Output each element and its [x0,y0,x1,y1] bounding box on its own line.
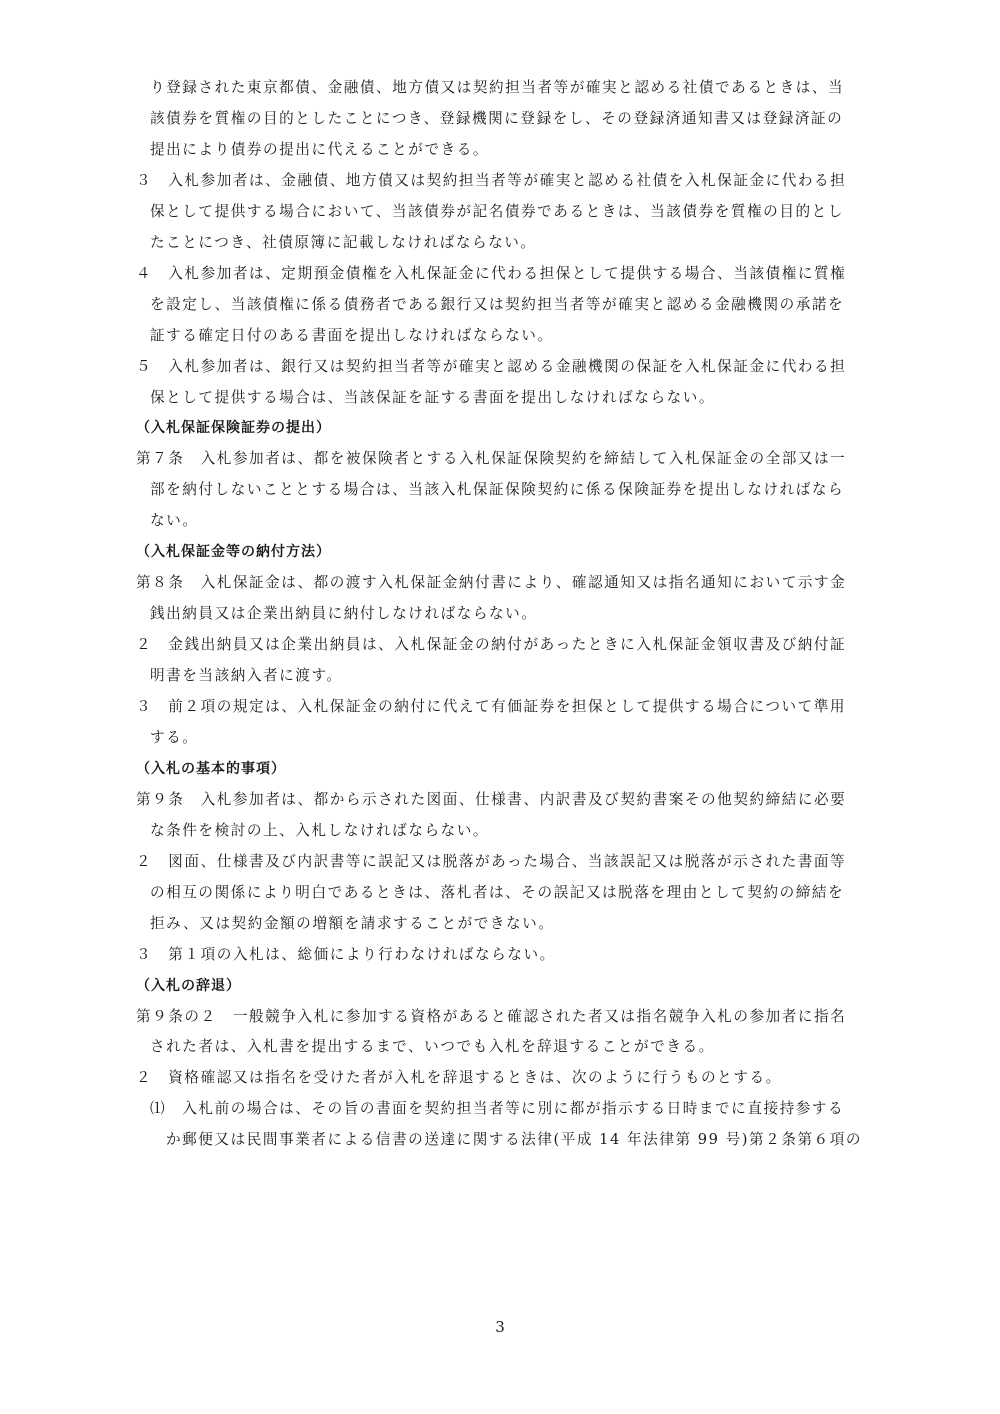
text-line: ３ 入札参加者は、金融債、地方債又は契約担当者等が確実と認める社債を入札保証金に代わる担 [136,172,847,189]
text-line: 提出により債券の提出に代えることができる。 [150,141,490,158]
text-line: 第８条 入札保証金は、都の渡す入札保証金納付書により、確認通知又は指名通知において示す金 [136,574,847,591]
text-line: された者は、入札書を提出するまで、いつでも入札を辞退することができる。 [150,1038,715,1055]
section-heading: （入札の基本的事項） [136,761,286,777]
text-line: ２ 金銭出納員又は企業出納員は、入札保証金の納付があったときに入札保証金領収書及び納付証 [136,636,847,653]
text-line: 第９条の２ 一般競争入札に参加する資格があると確認された者又は指名競争入札の参加者に指名 [136,1008,847,1025]
text-line: な条件を検討の上、入札しなければならない。 [150,822,490,839]
text-line: 明書を当該納入者に渡す。 [150,667,343,684]
section-heading: （入札保証金等の納付方法） [136,544,331,560]
text-line: ４ 入札参加者は、定期預金債権を入札保証金に代わる担保として提供する場合、当該債権に質権 [136,265,847,282]
text-line: ２ 図面、仕様書及び内訳書等に誤記又は脱落があった場合、当該誤記又は脱落が示された書面等 [136,853,847,870]
text-line: たことにつき、社債原簿に記載しなければならない。 [150,234,537,251]
text-line: か郵便又は民間事業者による信書の送達に関する法律(平成 14 年法律第 99 号)第２条第６項の [166,1131,863,1148]
text-line: 証する確定日付のある書面を提出しなければならない。 [150,327,554,344]
text-line: ５ 入札参加者は、銀行又は契約担当者等が確実と認める金融機関の保証を入札保証金に代わる担 [136,358,847,375]
text-line: を設定し、当該債権に係る債務者である銀行又は契約担当者等が確実と認める金融機関の承諾を [150,296,845,313]
text-line: 保として提供する場合は、当該保証を証する書面を提出しなければならない。 [150,389,716,406]
text-line: 銭出納員又は企業出納員に納付しなければならない。 [150,605,538,622]
text-line: り登録された東京都債、金融債、地方債又は契約担当者等が確実と認める社債であるときは、当 [150,79,845,96]
text-line: の相互の関係により明白であるときは、落札者は、その誤記又は脱落を理由として契約の締結を [150,884,845,901]
text-line: 保として提供する場合において、当該債券が記名債券であるときは、当該債券を質権の目的とし [150,203,844,220]
text-line: ３ 前２項の規定は、入札保証金の納付に代えて有価証券を担保として提供する場合について準用 [136,698,847,715]
page-number: 3 [495,1318,505,1336]
text-line: する。 [150,729,199,746]
text-line: 第９条 入札参加者は、都から示された図面、仕様書、内訳書及び契約書案その他契約締結に必要 [136,791,847,808]
text-line: 拒み、又は契約金額の増額を請求することができない。 [150,915,555,932]
text-line: 該債券を質権の目的としたことにつき、登録機関に登録をし、その登録済通知書又は登録済証の [150,110,844,127]
text-line: ない。 [150,512,199,529]
section-heading: （入札保証保険証券の提出） [136,420,331,436]
text-line: 部を納付しないこととする場合は、当該入札保証保険契約に係る保険証券を提出しなければなら [150,481,845,498]
text-line: 第７条 入札参加者は、都を被保険者とする入札保証保険契約を締結して入札保証金の全部又は一 [136,450,847,467]
section-heading: （入札の辞退） [136,978,241,994]
text-line: ２ 資格確認又は指名を受けた者が入札を辞退するときは、次のように行うものとする。 [136,1069,782,1086]
text-line: ⑴ 入札前の場合は、その旨の書面を契約担当者等に別に都が指示する日時までに直接持参する [150,1100,845,1117]
text-line: ３ 第１項の入札は、総価により行わなければならない。 [136,946,556,963]
